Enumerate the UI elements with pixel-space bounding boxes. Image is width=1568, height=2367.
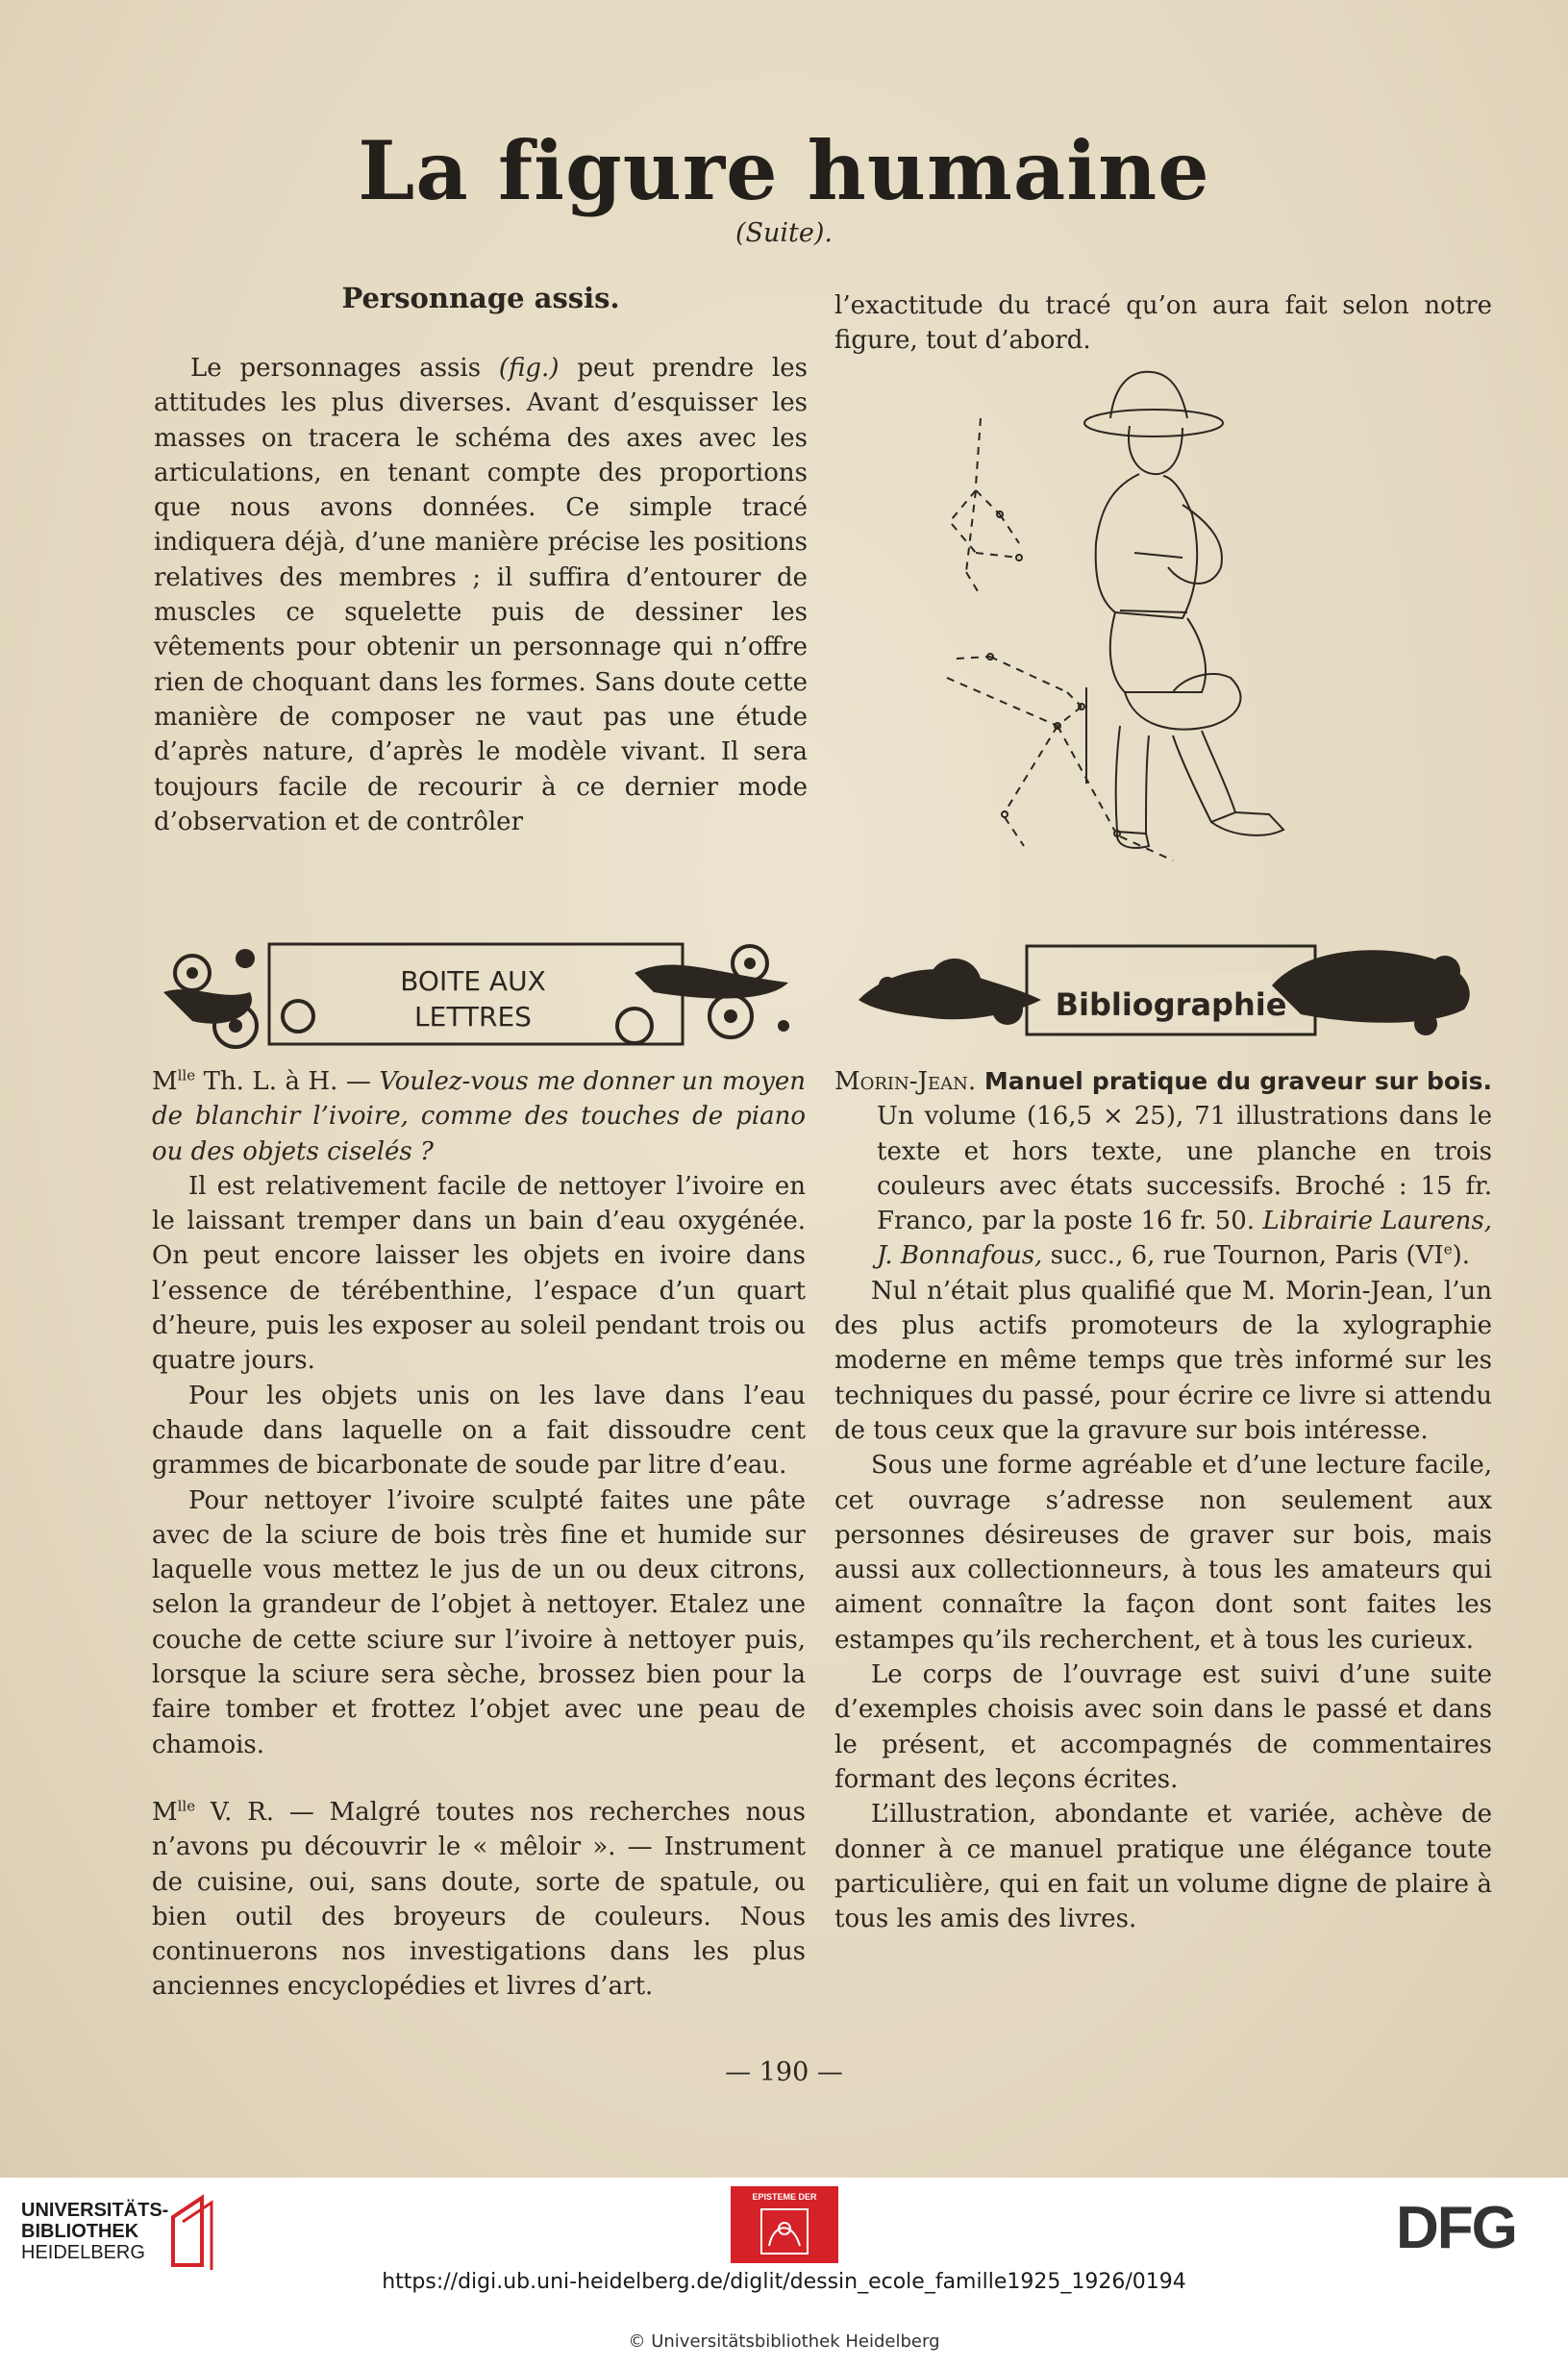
text-run: M [152, 1797, 178, 1827]
floral-ornament-left [859, 959, 1041, 1025]
banner-line-2: LETTRES [414, 1001, 532, 1033]
banner-line-1: BOITE AUX [400, 965, 546, 997]
dfg-logo[interactable]: DFG [1396, 2195, 1516, 2261]
text-run: Th. L. à H. — [195, 1067, 380, 1096]
floral-ornament-right [617, 946, 789, 1043]
ub-logo-icon [163, 2188, 221, 2275]
episteme-label: EPISTEME DER [752, 2192, 817, 2202]
section-heading: Personnage assis. [341, 282, 620, 314]
review-paragraph: Sous une forme agréable et d’une lecture facile, cet ouvrage s’adresse non seulement aux personnes désireuses de graver sur bois, mais aussi aux collectionneurs, à tous les amateurs qui aiment connaître la façon dont sont faites les estampes qu’ils recherchent, et à tous les curieux. [834, 1451, 1492, 1655]
book-author: Morin-Jean. [834, 1067, 977, 1096]
seated-figure-illustration [894, 361, 1432, 870]
permalink-url[interactable]: https://digi.ub.uni-heidelberg.de/diglit/dessin_ecole_famille1925_1926/0194 [382, 2270, 1186, 2294]
boite-aux-lettres-banner [154, 934, 798, 1056]
figure-reference: (fig.) [498, 354, 560, 383]
banner-title: Bibliographie [1055, 986, 1287, 1023]
answer-paragraph: Il est relativement facile de nettoyer l’ivoire en le laissant tremper dans un bain d’eau oxygénée. On peut encore laisser les objets en ivoire dans l’essence de térébenthine, l’espace d’un quart d’heure, puis les exposer au soleil pendant trois ou quatre jours. [152, 1171, 806, 1376]
review-paragraph: Nul n’était plus qualifié que M. Morin-Jean, l’un des plus actifs promoteurs de la xylographie moderne en même temps que très informé sur les techniques du passé, pour écrire ce livre si attendu de tous ceux que la gravure sur bois intéresse. [834, 1276, 1492, 1445]
book-reference [834, 1064, 1492, 1274]
article-left-column [154, 351, 808, 839]
bibliographie-banner [849, 933, 1483, 1046]
question-2 [152, 1795, 806, 2005]
ub-logo-line-1: UNIVERSITÄTS- [21, 2200, 169, 2221]
question-text: Voulez-vous me donner un moyen de blanchir l’ivoire, comme des touches de piano ou des objets ciselés ? [152, 1067, 806, 1166]
episteme-logo[interactable] [731, 2186, 838, 2263]
boite-aux-lettres-column [152, 1064, 806, 2005]
bibliographie-column [834, 1064, 1492, 1936]
superscript: lle [177, 1066, 196, 1084]
text-run: succ., 6, rue Tournon, Paris (VI [1042, 1241, 1444, 1271]
text-run: ). [1452, 1241, 1470, 1271]
page-number: — 190 — [725, 2057, 843, 2087]
skeleton-schema [947, 418, 1173, 860]
text-run: Le personnages assis [190, 354, 499, 383]
text-run: V. R. — Malgré toutes nos recherches nous n’avons pu découvrir le « mêloir ». — Instrument de cuisine, oui, sans doute, sorte de spatule, ou bien outil des broyeurs de couleurs. Nous continuerons nos investigations dans les plus anciennes encyclopédies et livres d’art. [152, 1797, 806, 2002]
question-1 [152, 1064, 806, 1169]
review-paragraph: Le corps de l’ouvrage est suivi d’une suite d’exemples choisis avec soin dans le passé et dans le présent, et accompagnés de commentaires formant des leçons écrites. [834, 1660, 1492, 1794]
article-paragraph [154, 351, 808, 839]
review-paragraph: L’illustration, abondante et variée, achève de donner à ce manuel pratique une élégance toute particulière, qui en fait un volume digne de plaire à tous les amis des livres. [834, 1800, 1492, 1934]
ub-logo-line-3: HEIDELBERG [21, 2242, 145, 2263]
text-run: M [152, 1067, 178, 1096]
scout-drawing [1084, 372, 1283, 848]
episteme-emblem-icon [759, 2207, 809, 2255]
publisher: Librairie Laurens, J. Bonnafous, [877, 1207, 1492, 1271]
floral-ornament-left [163, 949, 313, 1047]
book-title: Manuel pratique du graveur sur bois. [983, 1067, 1493, 1095]
answer-paragraph: Pour les objets unis on les lave dans l’eau chaude dans laquelle on a fait dissoudre cent grammes de bicarbonate de soude par litre d’eau. [152, 1381, 806, 1481]
article-right-column [834, 288, 1492, 359]
text-run: peut prendre les attitudes les plus diverses. Avant d’esquisser les masses on tracera le schéma des axes avec les articulations, en tenant compte des proportions que nous avons données. Ce simple tracé indiquera déjà, d’une manière précise les positions relatives des membres ; il suffira d’entourer de muscles ce squelette puis de dessiner les vêtements pour obtenir un personnage qui n’offre rien de choquant dans les formes. Sans doute cette manière de composer ne vaut pas une étude d’après nature, d’après le modèle vivant. Il sera toujours facile de recourir à ce dernier mode d’observation et de contrôler [154, 354, 808, 836]
answer-paragraph: Pour nettoyer l’ivoire sculpté faites une pâte avec de la sciure de bois très fine et humide sur laquelle vous mettez le jus de un ou deux citrons, selon la grandeur de l’objet à nettoyer. Etalez une couche de cette sciure sur l’ivoire à nettoyer puis, lorsque la sciure sera sèche, brossez bien pour la faire tomber et frottez l’objet avec une peau de chamois. [152, 1485, 806, 1759]
article-title: La figure humaine [358, 123, 1210, 218]
article-paragraph-continued: l’exactitude du tracé qu’on aura fait selon notre figure, tout d’abord. [834, 291, 1492, 356]
floral-ornament-right [1272, 950, 1470, 1035]
article-subtitle: (Suite). [735, 218, 833, 248]
ub-logo-line-2: BIBLIOTHEK [21, 2221, 139, 2242]
superscript: e [1443, 1240, 1453, 1258]
copyright-notice: © Universitätsbibliothek Heidelberg [628, 2331, 940, 2352]
text-run: Un volume (16,5 × 25), 71 illustrations dans le texte et hors texte, une planche en trois couleurs avec états successifs. Broché : 15 fr. Franco, par la poste 16 fr. 50. [877, 1102, 1492, 1236]
superscript: lle [177, 1797, 196, 1815]
